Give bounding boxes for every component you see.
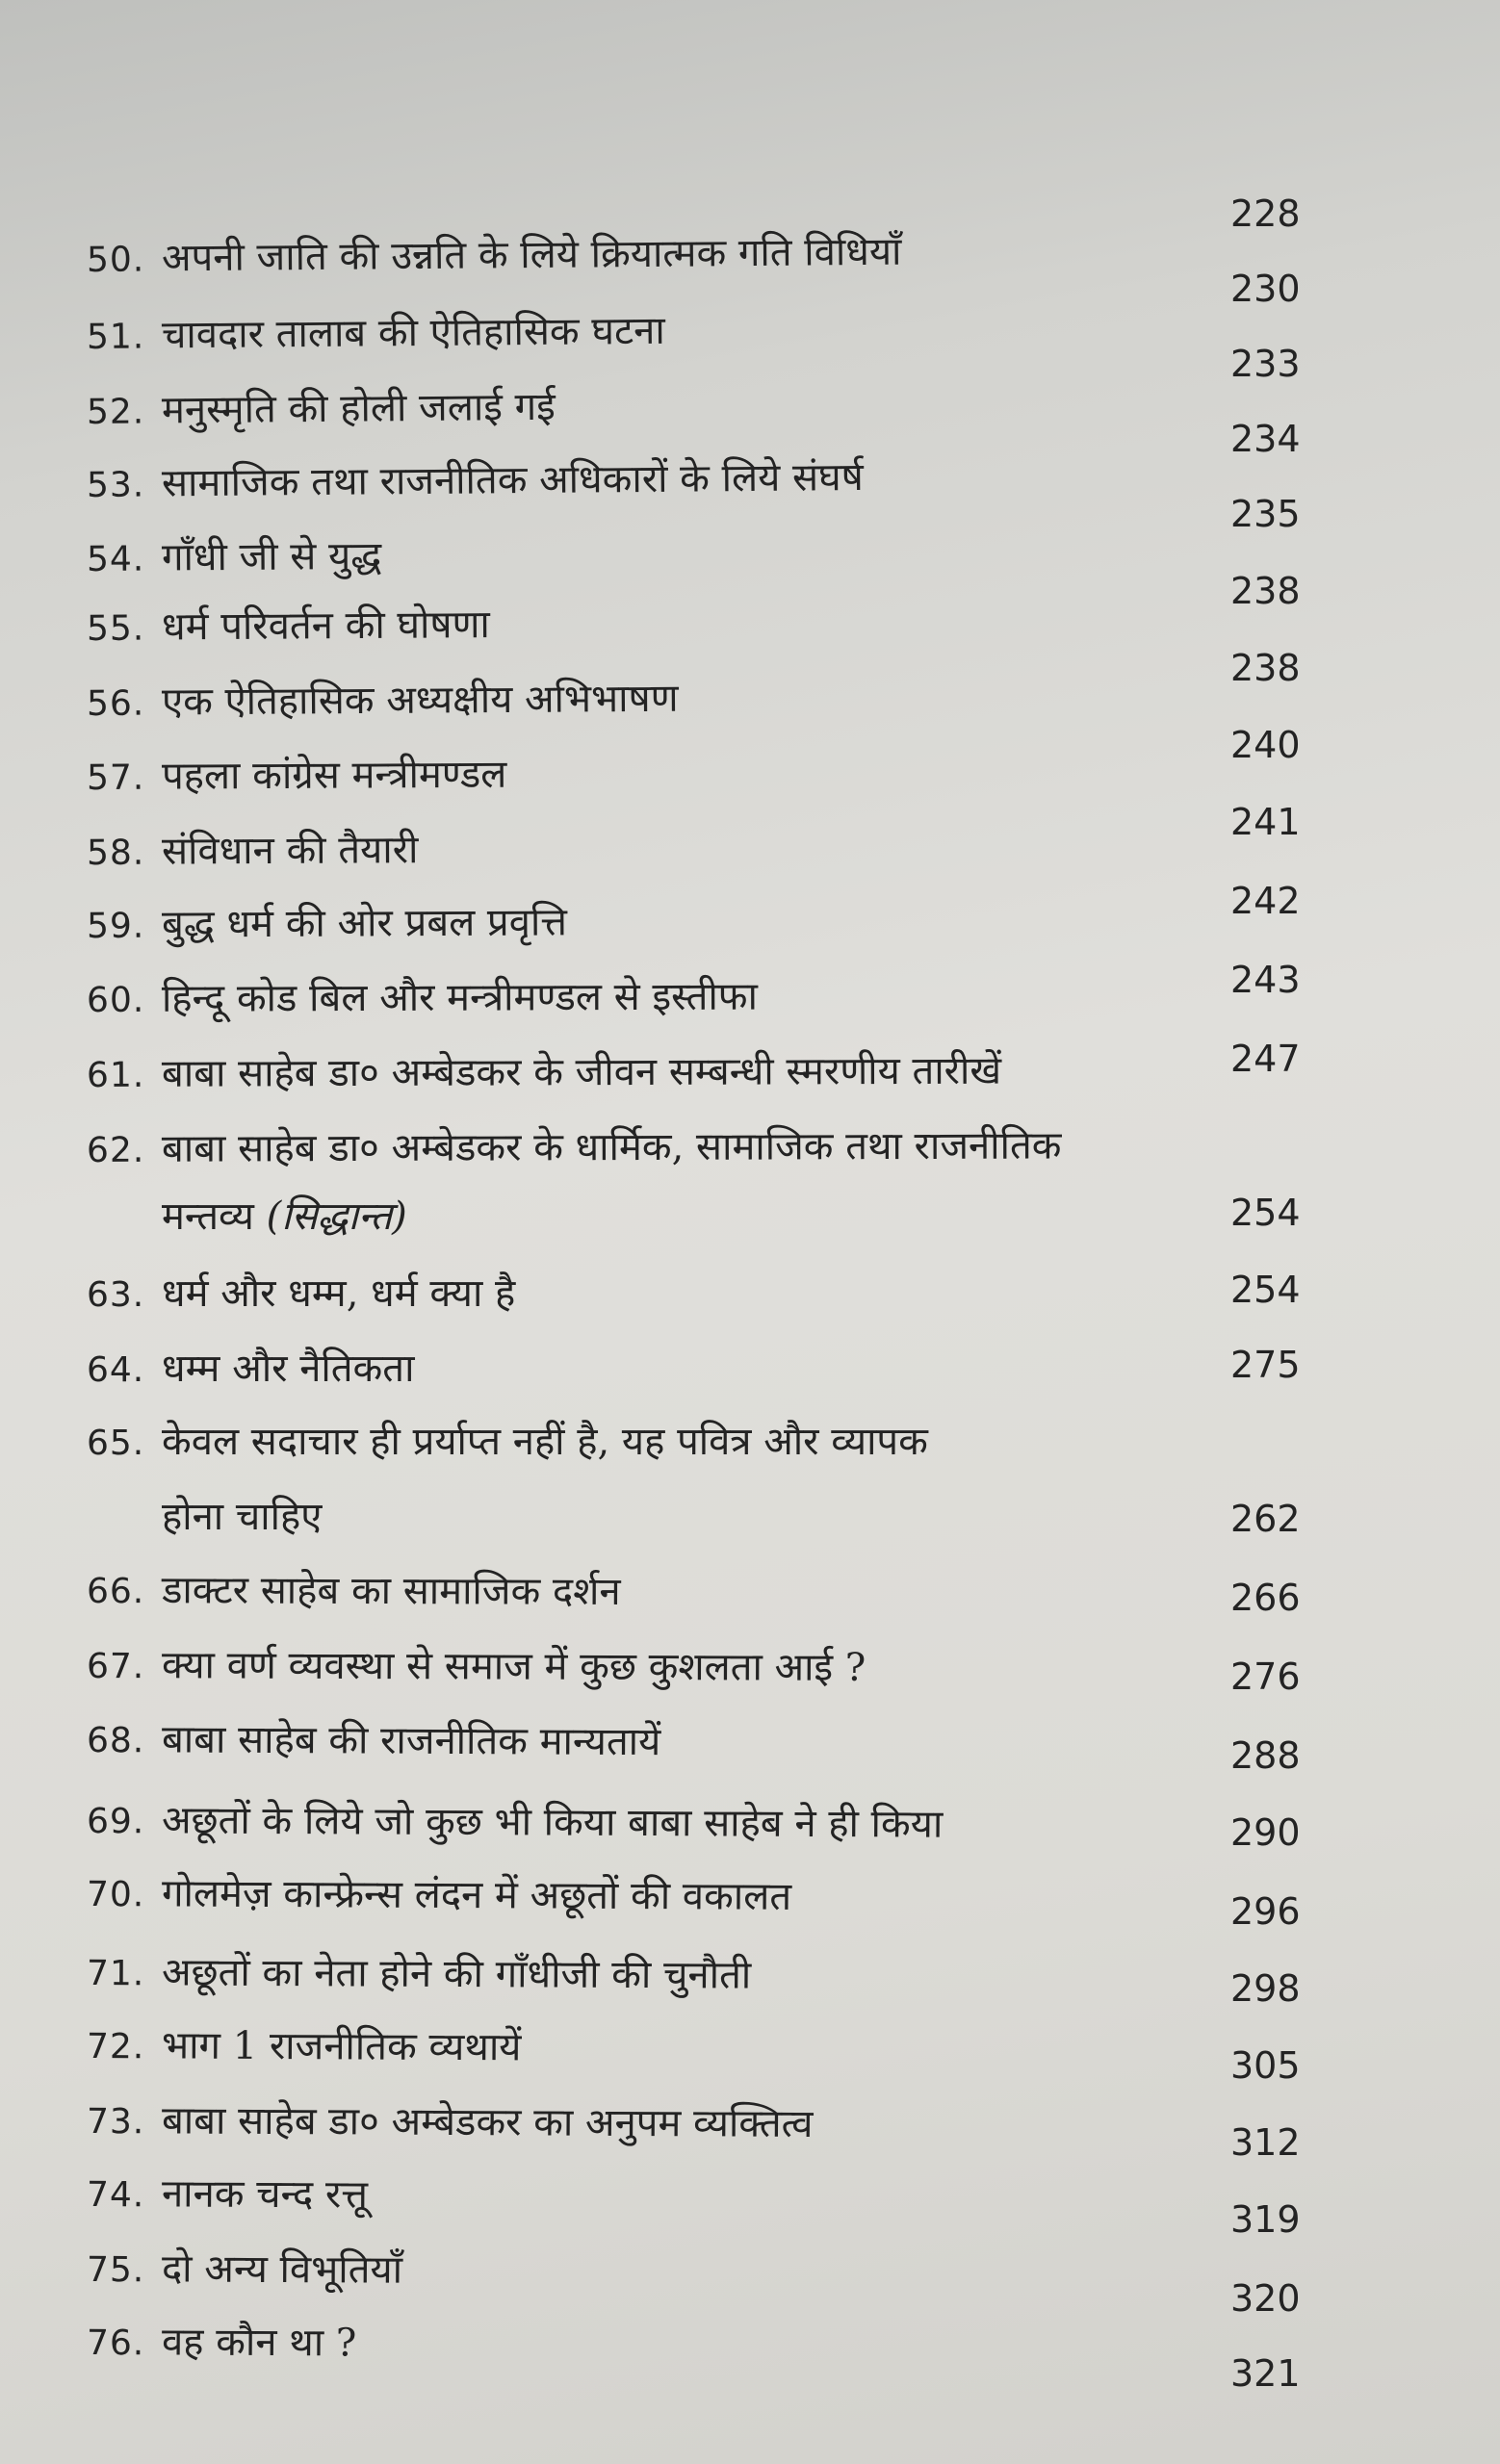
entry-title: धम्म और नैतिकता	[162, 1347, 415, 1391]
entry-title: क्या वर्ण व्यवस्था से समाज में कुछ कुशलता आई ?	[161, 1643, 866, 1690]
entry-page-number: 319	[1230, 2198, 1301, 2241]
entry-page-number: 288	[1230, 1734, 1301, 1777]
entry-title: बाबा साहेब डा० अम्बेडकर के धार्मिक, सामाजिक तथा राजनीतिक	[161, 1123, 1062, 1171]
entry-number: 67.	[86, 1646, 145, 1687]
entry-title: संविधान की तैयारी	[161, 828, 419, 874]
entry-number: 63.	[87, 1275, 145, 1315]
entry-number: 58.	[86, 833, 145, 874]
entry-number: 57.	[86, 757, 145, 799]
entry-page-number: 240	[1230, 724, 1301, 766]
toc-entry	[87, 1269, 1194, 1321]
entry-title: गोलमेज़ कान्फ्रेन्स लंदन में अछूतों की वकालत	[161, 1871, 792, 1919]
entry-page-number: 266	[1230, 1577, 1301, 1619]
entry-page-number: 238	[1230, 647, 1301, 689]
entry-title: भाग 1 राजनीतिक व्यथायें	[161, 2023, 522, 2070]
entry-number: 61.	[86, 1055, 145, 1096]
entry-number: 71.	[86, 1953, 145, 1994]
entry-page-number: 238	[1230, 570, 1301, 612]
toc-entry	[87, 2317, 1194, 2374]
entry-title: चावदार तालाब की ऐतिहासिक घटना	[161, 308, 665, 358]
entry-page-number: 254	[1230, 1269, 1301, 1311]
entry-number: 62.	[86, 1130, 145, 1171]
entry-title-continuation	[162, 1192, 407, 1242]
entry-title: धर्म और धम्म, धर्म क्या है	[162, 1271, 516, 1316]
entry-page-number: 233	[1230, 343, 1301, 385]
toc-entry	[87, 2169, 1194, 2226]
toc-entry	[87, 224, 1194, 286]
toc-entry	[87, 1120, 1194, 1176]
entry-title: मनुस्मृति की होली जलाई गई	[161, 384, 556, 433]
entry-number: 66.	[86, 1571, 145, 1612]
entry-page-number: 262	[1230, 1498, 1301, 1540]
entry-page-number: 320	[1230, 2277, 1301, 2320]
entry-page-number: 243	[1230, 959, 1301, 1001]
continuation-text: होना चाहिए	[162, 1495, 323, 1539]
toc-entry	[87, 1045, 1194, 1101]
entry-page-number: 305	[1230, 2044, 1301, 2087]
entry-title: केवल सदाचार ही प्रर्याप्त नहीं है, यह पवित्र और व्यापक	[162, 1420, 928, 1464]
entry-number: 50.	[86, 240, 145, 281]
entry-number: 69.	[86, 1801, 145, 1842]
entry-number: 55.	[86, 608, 145, 650]
toc-entry	[87, 2244, 1194, 2301]
toc-entry	[87, 376, 1194, 438]
toc-entry	[87, 1565, 1194, 1621]
toc-entry	[87, 2020, 1194, 2078]
entry-number: 51.	[86, 317, 145, 358]
entry-page-number: 276	[1230, 1656, 1301, 1698]
entry-number: 53.	[86, 465, 145, 506]
entry-title: अछूतों का नेता होने की गाँधीजी की चुनौती	[161, 1950, 752, 1998]
toc-entry	[87, 1868, 1194, 1926]
continuation-text: मन्तव्य	[162, 1194, 254, 1239]
entry-title: अछूतों के लिये जो कुछ भी किया बाबा साहेब ने ही किया	[161, 1798, 944, 1847]
entry-page-number: 298	[1230, 1967, 1301, 2010]
entry-page-number: 290	[1230, 1811, 1301, 1854]
entry-page-number: 234	[1230, 418, 1301, 460]
toc-entry	[87, 2095, 1194, 2153]
entry-page-number: 228	[1230, 192, 1301, 235]
toc-entry	[87, 526, 1194, 585]
entry-page-number: 242	[1230, 880, 1301, 922]
entry-number: 65.	[87, 1424, 145, 1463]
entry-title: धर्म परिवर्तन की घोषणा	[161, 603, 490, 650]
toc-entry	[87, 1417, 1194, 1469]
entry-title: सामाजिक तथा राजनीतिक अधिकारों के लिये संघर्ष	[161, 454, 864, 506]
entry-title: दो अन्य विभूतियाँ	[161, 2246, 403, 2293]
entry-number: 70.	[86, 1874, 145, 1915]
entry-number: 59.	[86, 906, 145, 947]
toc-entry	[87, 449, 1194, 511]
entry-number: 54.	[86, 539, 145, 580]
entry-title: हिन्दू कोड बिल और मन्त्रीमण्डल से इस्तीफा	[161, 974, 759, 1021]
entry-title: पहला कांग्रेस मन्त्रीमण्डल	[161, 752, 507, 799]
toc-entry	[87, 1640, 1194, 1696]
entry-number: 56.	[86, 683, 145, 725]
entry-number: 68.	[86, 1720, 145, 1761]
entry-page-number: 230	[1230, 268, 1301, 310]
entry-number: 60.	[86, 980, 145, 1021]
toc-entry	[87, 1947, 1194, 2005]
entry-title: बाबा साहेब डा० अम्बेडकर के जीवन सम्बन्धी स्मरणीय तारीखें	[161, 1048, 1002, 1096]
entry-page-number: 235	[1230, 493, 1301, 535]
toc-entry	[87, 1344, 1194, 1396]
toc-entry	[87, 894, 1194, 952]
entry-number: 52.	[86, 392, 145, 433]
entry-title: एक ऐतिहासिक अध्यक्षीय अभिभाषण	[161, 676, 679, 725]
entry-title: अपनी जाति की उन्नति के लिये क्रियात्मक गति विधियाँ	[161, 229, 902, 281]
entry-title: बाबा साहेब की राजनीतिक मान्यतायें	[161, 1717, 661, 1765]
entry-title: डाक्टर साहेब का सामाजिक दर्शन	[161, 1568, 621, 1614]
entry-number: 64.	[87, 1350, 145, 1390]
entry-number: 73.	[86, 2101, 145, 2143]
entry-title-continuation	[162, 1492, 322, 1542]
entry-page-number: 321	[1230, 2352, 1301, 2395]
entry-title: वह कौन था ?	[161, 2320, 357, 2366]
entry-number: 76.	[86, 2323, 145, 2364]
toc-entry	[87, 670, 1194, 730]
toc-entry	[87, 821, 1194, 879]
entry-number: 75.	[86, 2249, 145, 2291]
toc-entry	[87, 970, 1194, 1026]
toc-entry	[87, 595, 1194, 654]
entry-title: नानक चन्द रत्तू	[161, 2171, 369, 2218]
continuation-parenthetical: (सिद्धान्त)	[266, 1194, 407, 1239]
toc-entry	[87, 1714, 1194, 1772]
entry-page-number: 254	[1230, 1192, 1301, 1234]
entry-number: 72.	[86, 2026, 145, 2067]
entry-page-number: 312	[1230, 2121, 1301, 2164]
entry-title: बाबा साहेब डा० अम्बेडकर का अनुपम व्यक्तित्व	[161, 2098, 814, 2146]
entry-title: गाँधी जी से युद्ध	[161, 533, 382, 580]
entry-page-number: 296	[1230, 1890, 1301, 1933]
toc-entry	[87, 746, 1194, 804]
entry-title: बुद्ध धर्म की ओर प्रबल प्रवृत्ति	[161, 900, 568, 947]
entry-number: 74.	[86, 2174, 145, 2216]
entry-page-number: 247	[1230, 1038, 1301, 1080]
toc-entry	[87, 1795, 1194, 1853]
toc-entry	[87, 301, 1194, 363]
entry-page-number: 241	[1230, 801, 1301, 843]
entry-page-number: 275	[1230, 1344, 1301, 1386]
